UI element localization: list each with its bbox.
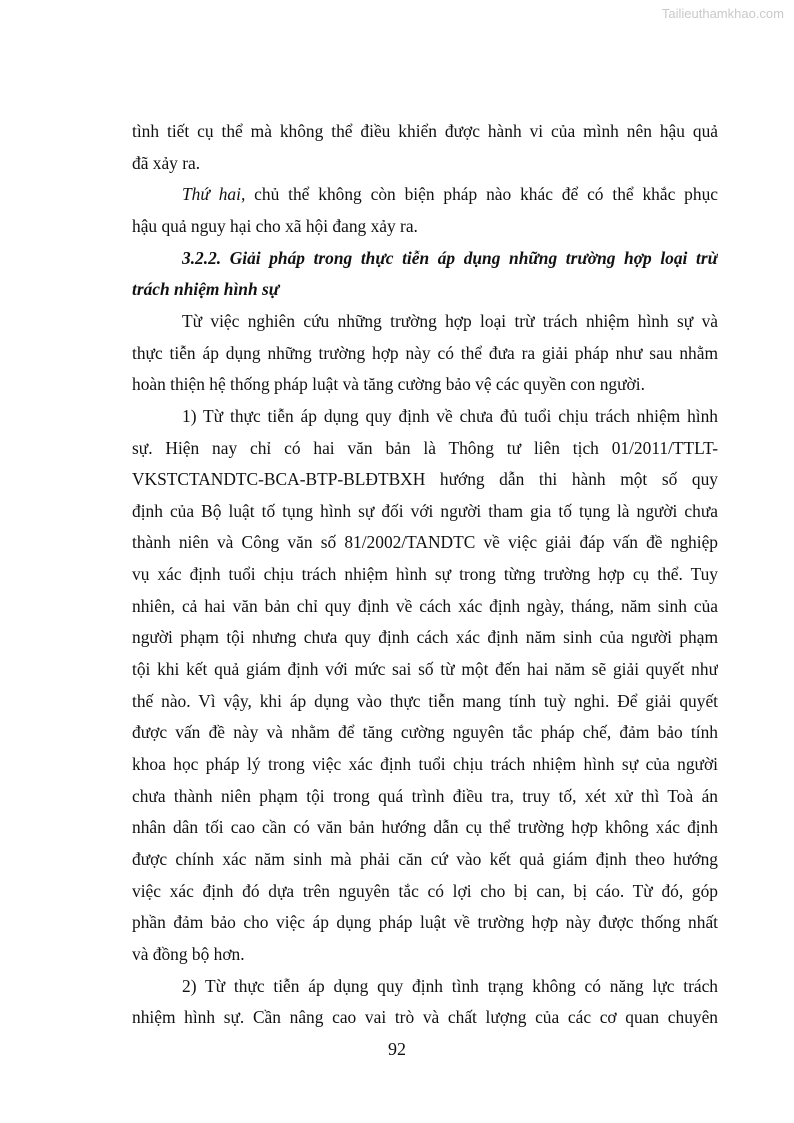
text-segment: VKSTCTANDTC-BCA-BTP-BLĐTBXH hướng dẫn thi hành một số quy	[132, 469, 718, 490]
text-line	[132, 120, 718, 142]
text-segment: 1) Từ thực tiễn áp dụng quy định về chưa đủ tuổi chịu trách nhiệm hình	[182, 405, 718, 426]
text-segment: định của Bộ luật tố tụng hình sự đối với người tham gia tố tụng là người chưa	[132, 500, 718, 521]
text-segment: được chính xác năm sinh mà phải căn cứ vào kết quả giám định theo hướng	[132, 848, 718, 869]
text-segment: việc xác định đó dựa trên nguyên tắc có lợi cho bị can, bị cáo. Từ đó, góp	[132, 880, 718, 901]
text-line	[132, 911, 718, 933]
text-segment: Từ việc nghiên cứu những trường hợp loại trừ trách nhiệm hình sự và	[182, 310, 718, 331]
text-segment: vụ xác định tuổi chịu trách nhiệm hình sự trong từng trường hợp cụ thể. Tuy	[132, 564, 718, 585]
text-line	[132, 658, 718, 680]
text-segment: thế nào. Vì vậy, khi áp dụng vào thực tiễn mang tính tuỳ nghi. Để giải quyết	[132, 690, 718, 711]
text-segment: nhiệm hình sự. Cần nâng cao vai trò và chất lượng của các cơ quan chuyên	[132, 1007, 718, 1028]
text-segment: tội khi kết quả giám định với mức sai số từ một đến hai năm sẽ giải quyết như	[132, 659, 718, 680]
text-line	[132, 943, 718, 965]
text-segment: tình tiết cụ thể mà không thể điều khiển được hành vi của mình nên hậu quả	[132, 121, 718, 141]
text-line	[182, 975, 718, 997]
text-line	[132, 468, 718, 490]
text-segment: nhiên, cả hai văn bản chỉ quy định về cách xác định ngày, tháng, năm sinh của	[132, 595, 718, 616]
text-line	[132, 690, 718, 712]
text-line	[132, 721, 718, 743]
text-line	[132, 816, 718, 838]
text-segment: thành niên và Công văn số 81/2002/TANDTC về việc giải đáp vấn đề nghiệp	[132, 532, 718, 553]
text-line	[132, 342, 718, 364]
text-segment: và đồng bộ hơn.	[132, 943, 245, 964]
text-line	[132, 152, 718, 174]
text-line	[132, 500, 718, 522]
italic-text: Thứ hai,	[182, 184, 246, 205]
section-heading-line	[132, 278, 718, 300]
text-line	[132, 595, 718, 617]
text-segment: người phạm tội nhưng chưa quy định cách xác định năm sinh của người phạm	[132, 627, 718, 648]
text-segment: hoàn thiện hệ thống pháp luật và tăng cường bảo vệ các quyền con người.	[132, 374, 645, 395]
watermark: Tailieuthamkhao.com	[661, 6, 784, 21]
text-segment: 3.2.2. Giải pháp trong thực tiễn áp dụng những trường hợp loại trừ	[182, 247, 718, 268]
text-line	[132, 437, 718, 459]
text-segment: hậu quả nguy hại cho xã hội đang xảy ra.	[132, 215, 418, 236]
text-segment: chưa thành niên phạm tội trong quá trình điều tra, truy tố, xét xử thì Toà án	[132, 785, 718, 806]
text-line	[132, 626, 718, 648]
text-line	[182, 183, 718, 205]
text-line	[132, 1006, 718, 1028]
text-line	[132, 531, 718, 553]
text-segment: được vấn đề này và nhằm để tăng cường nguyên tắc pháp chế, đảm bảo tính	[132, 722, 718, 743]
text-line	[132, 848, 718, 870]
text-line	[132, 563, 718, 585]
text-line	[132, 753, 718, 775]
text-line	[132, 215, 718, 237]
text-segment: chủ thể không còn biện pháp nào khác để có thể khắc phục	[245, 184, 718, 205]
text-segment: nhân dân tối cao cần có văn bản hướng dẫn cụ thể trường hợp không xác định	[132, 817, 718, 838]
text-line	[182, 310, 718, 332]
text-segment: sự. Hiện nay chỉ có hai văn bản là Thông tư liên tịch 01/2011/TTLT-	[132, 437, 718, 458]
text-line	[132, 880, 718, 902]
text-segment: đã xảy ra.	[132, 152, 201, 173]
page-number: 92	[388, 1039, 406, 1059]
text-segment: khoa học pháp lý trong việc xác định tuổi chịu trách nhiệm hình sự của người	[132, 754, 718, 774]
text-segment: thực tiễn áp dụng những trường hợp này có thể đưa ra giải pháp như sau nhằm	[132, 342, 718, 363]
text-line	[132, 785, 718, 807]
text-segment: trách nhiệm hình sự	[132, 279, 280, 300]
text-line	[132, 373, 718, 395]
text-segment: phần đảm bảo cho việc áp dụng pháp luật về trường hợp này được thống nhất	[132, 912, 718, 933]
section-heading-line	[182, 247, 718, 269]
text-segment: 2) Từ thực tiễn áp dụng quy định tình trạng không có năng lực trách	[182, 975, 718, 996]
text-line	[182, 405, 718, 427]
